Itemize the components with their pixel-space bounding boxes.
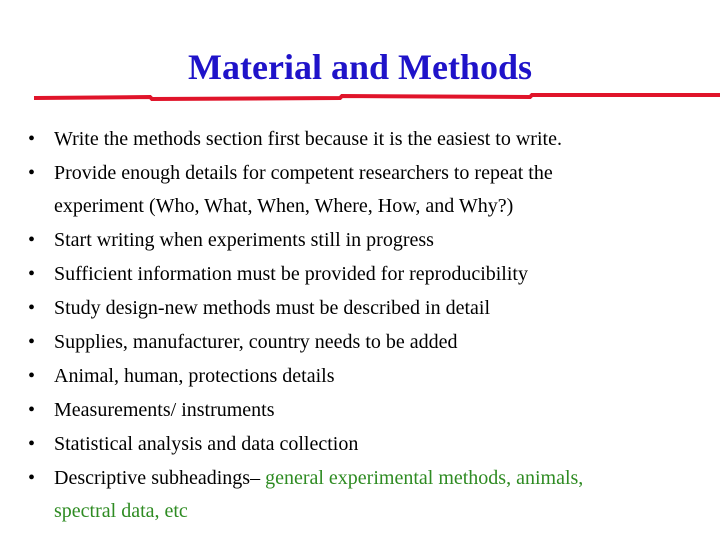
bullet-icon: • [28,229,36,251]
bullet-item [24,223,704,257]
bullet-text: Supplies, manufacturer, country needs to be added [54,331,458,353]
bullet-icon: • [28,162,36,184]
bullet-icon: • [28,365,36,387]
bullet-text-continuation: experiment (Who, What, When, Where, How, and Why?) [54,195,514,217]
bullet-list [24,122,704,528]
bullet-icon: • [28,433,36,455]
bullet-text: Descriptive subheadings– [54,467,266,489]
bullet-text: Provide enough details for competent researchers to repeat the [54,162,553,184]
bullet-text-continuation: spectral data, etc [54,500,188,522]
bullet-item [24,393,704,427]
bullet-item [24,122,704,156]
bullet-icon: • [28,467,36,489]
bullet-icon: • [28,297,36,319]
bullet-text: Measurements/ instruments [54,399,275,421]
bullet-icon: • [28,128,36,150]
bullet-item [24,257,704,291]
bullet-item [24,427,704,461]
bullet-text: Sufficient information must be provided for reproducibility [54,263,528,285]
bullet-item [24,291,704,325]
bullet-text: Animal, human, protections details [54,365,335,387]
bullet-text: Statistical analysis and data collection [54,433,359,455]
bullet-text: Write the methods section first because it is the easiest to write. [54,128,562,150]
bullet-item [24,359,704,393]
bullet-icon: • [28,263,36,285]
bullet-highlight-text: general experimental methods, animals, [265,467,584,489]
bullet-text: Start writing when experiments still in progress [54,229,434,251]
slide-title: Material and Methods [188,47,532,87]
bullet-item [24,461,704,528]
bullet-item [24,156,704,223]
bullet-text: Study design-new methods must be described in detail [54,297,491,319]
bullet-icon: • [28,399,36,421]
bullet-icon: • [28,331,36,353]
bullet-item [24,325,704,359]
